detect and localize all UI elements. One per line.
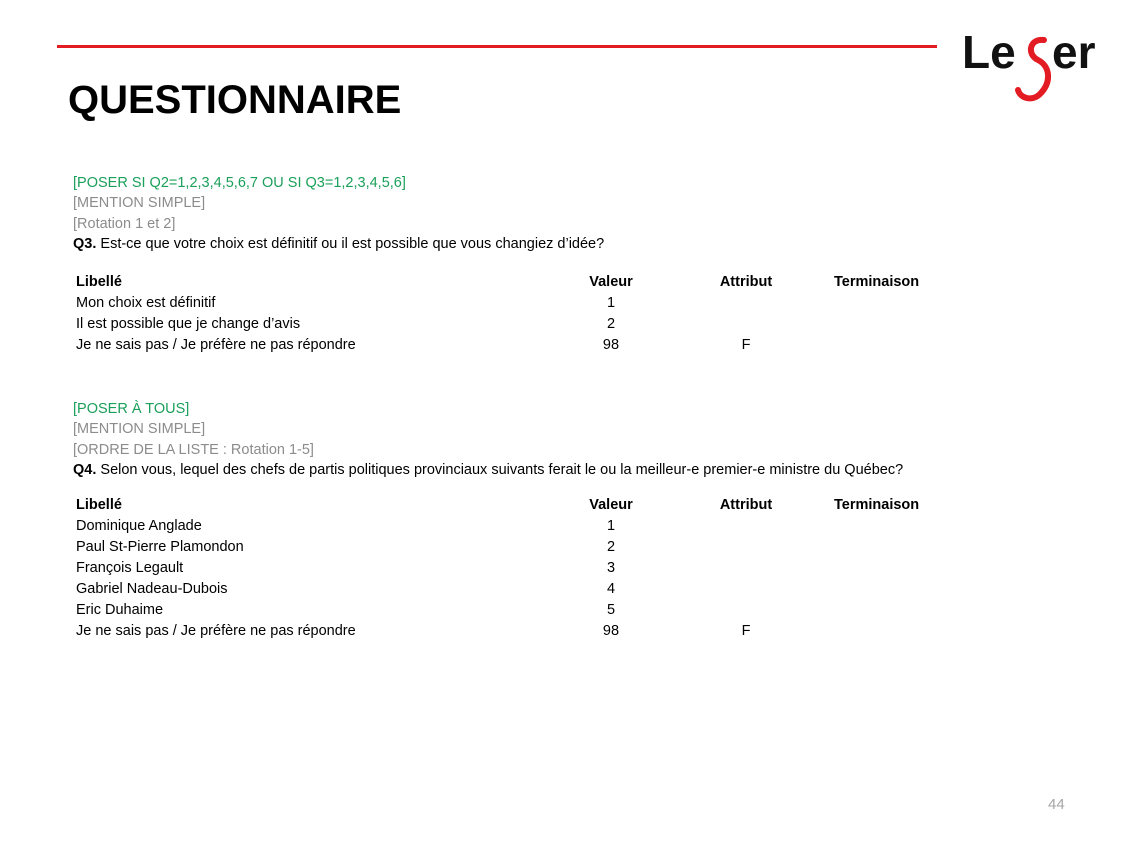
q4-block bbox=[73, 399, 1073, 480]
table-row bbox=[73, 558, 984, 579]
page-number: 44 bbox=[1048, 796, 1065, 813]
row-attribute bbox=[661, 558, 831, 579]
q4-text: Selon vous, lequel des chefs de partis politiques provinciaux suivants ferait le ou la meilleur-e premier-e ministre du Québec? bbox=[96, 461, 904, 478]
row-label: Je ne sais pas / Je préfère ne pas répondre bbox=[76, 337, 356, 353]
row-label: Dominique Anglade bbox=[76, 518, 202, 534]
logo-text-end: er bbox=[1052, 26, 1096, 78]
q4-question bbox=[73, 460, 1073, 480]
q4-answer-table bbox=[73, 495, 984, 642]
q4-instruction-mention: [MENTION SIMPLE] bbox=[73, 421, 206, 438]
q3-question bbox=[73, 234, 1073, 254]
row-termination bbox=[831, 621, 984, 642]
table-header-row bbox=[73, 272, 984, 293]
table-row bbox=[73, 579, 984, 600]
row-termination bbox=[831, 516, 984, 537]
logo-red-swoosh bbox=[1018, 40, 1048, 99]
leger-logo bbox=[960, 26, 1096, 104]
row-label: Gabriel Nadeau-Dubois bbox=[76, 581, 228, 597]
row-value: 3 bbox=[606, 560, 616, 576]
table-row bbox=[73, 600, 984, 621]
row-termination bbox=[831, 335, 984, 356]
col-termination-header: Terminaison bbox=[834, 274, 920, 290]
row-termination bbox=[831, 600, 984, 621]
header-red-rule bbox=[57, 45, 937, 48]
row-value: 1 bbox=[606, 295, 616, 311]
row-termination bbox=[831, 314, 984, 335]
table-row bbox=[73, 537, 984, 558]
row-attribute bbox=[661, 314, 831, 335]
q3-number: Q3. bbox=[73, 235, 97, 252]
row-attribute bbox=[661, 516, 831, 537]
q3-instruction-mention: [MENTION SIMPLE] bbox=[73, 195, 206, 212]
row-label: Paul St-Pierre Plamondon bbox=[76, 539, 244, 555]
row-value: 2 bbox=[606, 316, 616, 332]
row-label: Mon choix est définitif bbox=[76, 295, 216, 311]
q3-instruction-rotation: [Rotation 1 et 2] bbox=[73, 215, 176, 232]
row-termination bbox=[831, 558, 984, 579]
row-termination bbox=[831, 537, 984, 558]
q4-instruction-order: [ORDRE DE LA LISTE : Rotation 1-5] bbox=[73, 441, 314, 458]
q3-condition: [POSER SI Q2=1,2,3,4,5,6,7 OU SI Q3=1,2,3,4,5,6] bbox=[73, 175, 406, 191]
q4-condition: [POSER À TOUS] bbox=[73, 401, 190, 417]
row-value: 4 bbox=[606, 581, 616, 597]
row-attribute bbox=[661, 579, 831, 600]
row-label: Il est possible que je change d’avis bbox=[76, 316, 301, 332]
row-label: François Legault bbox=[76, 560, 184, 576]
col-termination-header: Terminaison bbox=[834, 497, 920, 513]
row-value: 98 bbox=[602, 623, 620, 639]
col-attribute-header: Attribut bbox=[719, 497, 773, 513]
row-label: Eric Duhaime bbox=[76, 602, 164, 618]
q3-text: Est-ce que votre choix est définitif ou il est possible que vous changiez d’idée? bbox=[96, 235, 605, 252]
table-row bbox=[73, 516, 984, 537]
row-attribute bbox=[661, 600, 831, 621]
row-attribute: F bbox=[741, 337, 751, 353]
row-value: 5 bbox=[606, 602, 616, 618]
page-title: QUESTIONNAIRE bbox=[68, 78, 402, 122]
row-termination bbox=[831, 579, 984, 600]
row-value: 98 bbox=[602, 337, 620, 353]
col-value-header: Valeur bbox=[589, 497, 633, 513]
table-row bbox=[73, 293, 984, 314]
q3-block bbox=[73, 173, 1073, 254]
row-value: 2 bbox=[606, 539, 616, 555]
row-termination bbox=[831, 293, 984, 314]
q3-answer-table bbox=[73, 272, 984, 356]
col-value-header: Valeur bbox=[589, 274, 633, 290]
col-label-header: Libellé bbox=[76, 497, 122, 513]
logo-text: Le bbox=[962, 26, 1016, 78]
table-row bbox=[73, 621, 984, 642]
row-attribute: F bbox=[741, 623, 751, 639]
table-row bbox=[73, 314, 984, 335]
row-attribute bbox=[661, 293, 831, 314]
table-header-row bbox=[73, 495, 984, 516]
q4-number: Q4. bbox=[73, 461, 97, 478]
table-row bbox=[73, 335, 984, 356]
row-label: Je ne sais pas / Je préfère ne pas répondre bbox=[76, 623, 356, 639]
col-label-header: Libellé bbox=[76, 274, 122, 290]
row-value: 1 bbox=[606, 518, 616, 534]
col-attribute-header: Attribut bbox=[719, 274, 773, 290]
row-attribute bbox=[661, 537, 831, 558]
